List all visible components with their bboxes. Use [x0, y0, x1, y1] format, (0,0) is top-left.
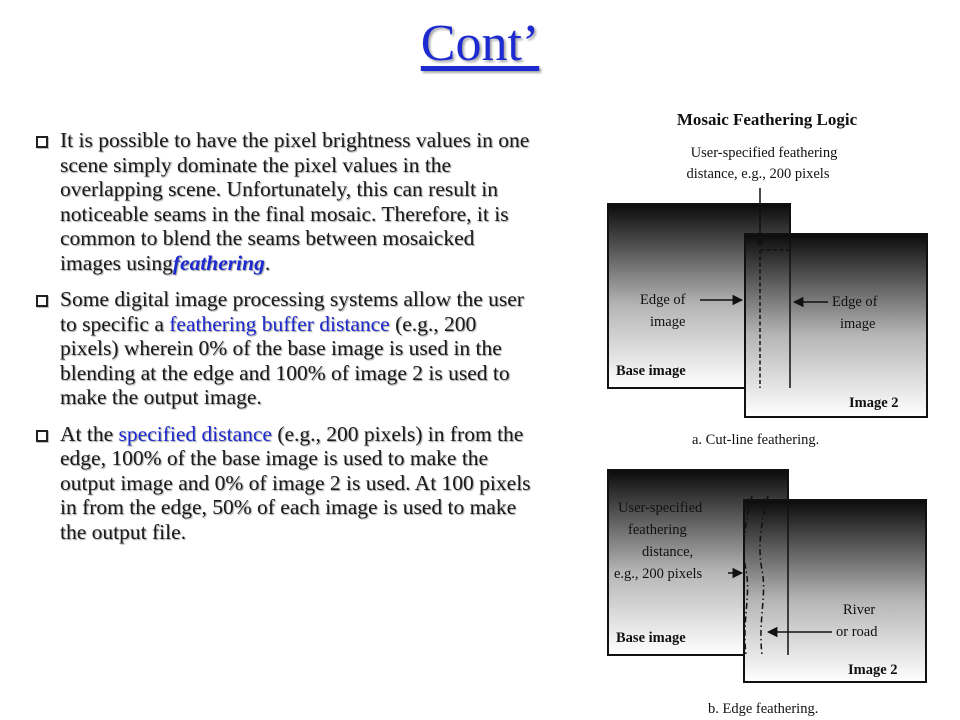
panel-a-image-2	[745, 234, 927, 417]
panel-a-edge-left-line2: image	[650, 314, 686, 330]
figure-heading: Mosaic Feathering Logic	[676, 110, 858, 129]
panel-b-image-2	[744, 500, 926, 682]
highlight-text: feathering buffer distance	[169, 311, 390, 336]
bullet-text: Some digital image processing systems allow the user to specific a	[60, 287, 524, 336]
panel-a-edge-right-line1: Edge of	[832, 294, 878, 310]
panel-b-caption: b. Edge feathering.	[708, 701, 819, 717]
bullet-text: It is possible to have the pixel brightness values in one scene simply dominate the pixel values in the overlapping scene. Unfortunately, this can result in noticeable seams in the final mosaic. Therefore, it is common to blend the seams between mosaicked images using	[60, 128, 530, 275]
bullet-text: .	[264, 250, 271, 275]
panel-a-caption: a. Cut-line feathering.	[692, 432, 820, 448]
bullet-item	[36, 422, 540, 545]
bullet-text: (e.g., 200 pixels) wherein 0% of the base image is used in the blending at the edge and 100% of image 2 is used to make the output image.	[60, 311, 510, 409]
panel-a-base-label: Base image	[616, 363, 686, 379]
panel-b-annotation-line3: distance,	[642, 544, 694, 560]
bullet-item	[36, 128, 540, 275]
bullet-list	[36, 128, 540, 556]
panel-a-edge-right-line2: image	[840, 316, 876, 332]
panel-b	[608, 470, 926, 717]
panel-b-annotation-line4: e.g., 200 pixels	[614, 566, 703, 582]
bullet-text: (e.g., 200 pixels) in from the edge, 100% of the base image is used to make the output image and 0% of image 2 is used. At 100 pixels in from the edge, 50% of each image is used to make the output file.	[60, 421, 531, 544]
panel-a-annotation-line2: distance, e.g., 200 pixels	[686, 166, 830, 182]
panel-b-river-line1: River	[843, 602, 876, 618]
panel-b-annotation-line1: User-specified	[618, 500, 703, 516]
panel-a-annotation-line1: User-specified feathering	[690, 145, 838, 161]
keyword-text: feathering	[172, 250, 265, 275]
square-bullet-icon	[36, 295, 48, 307]
bullet-item	[36, 287, 540, 410]
panel-a-edge-left-line1: Edge of	[640, 292, 686, 308]
panel-a-image2-label: Image 2	[849, 395, 899, 411]
slide-title: Cont’	[420, 15, 540, 72]
panel-a	[608, 145, 927, 448]
panel-b-annotation-line2: feathering	[628, 522, 687, 538]
bullet-text: At the	[60, 421, 119, 446]
panel-b-image2-label: Image 2	[848, 662, 898, 678]
highlight-text: specified distance	[118, 421, 272, 446]
square-bullet-icon	[36, 136, 48, 148]
panel-b-base-label: Base image	[616, 630, 686, 646]
panel-b-river-line2: or road	[836, 624, 878, 640]
square-bullet-icon	[36, 430, 48, 442]
mosaic-feathering-figure	[596, 100, 946, 720]
